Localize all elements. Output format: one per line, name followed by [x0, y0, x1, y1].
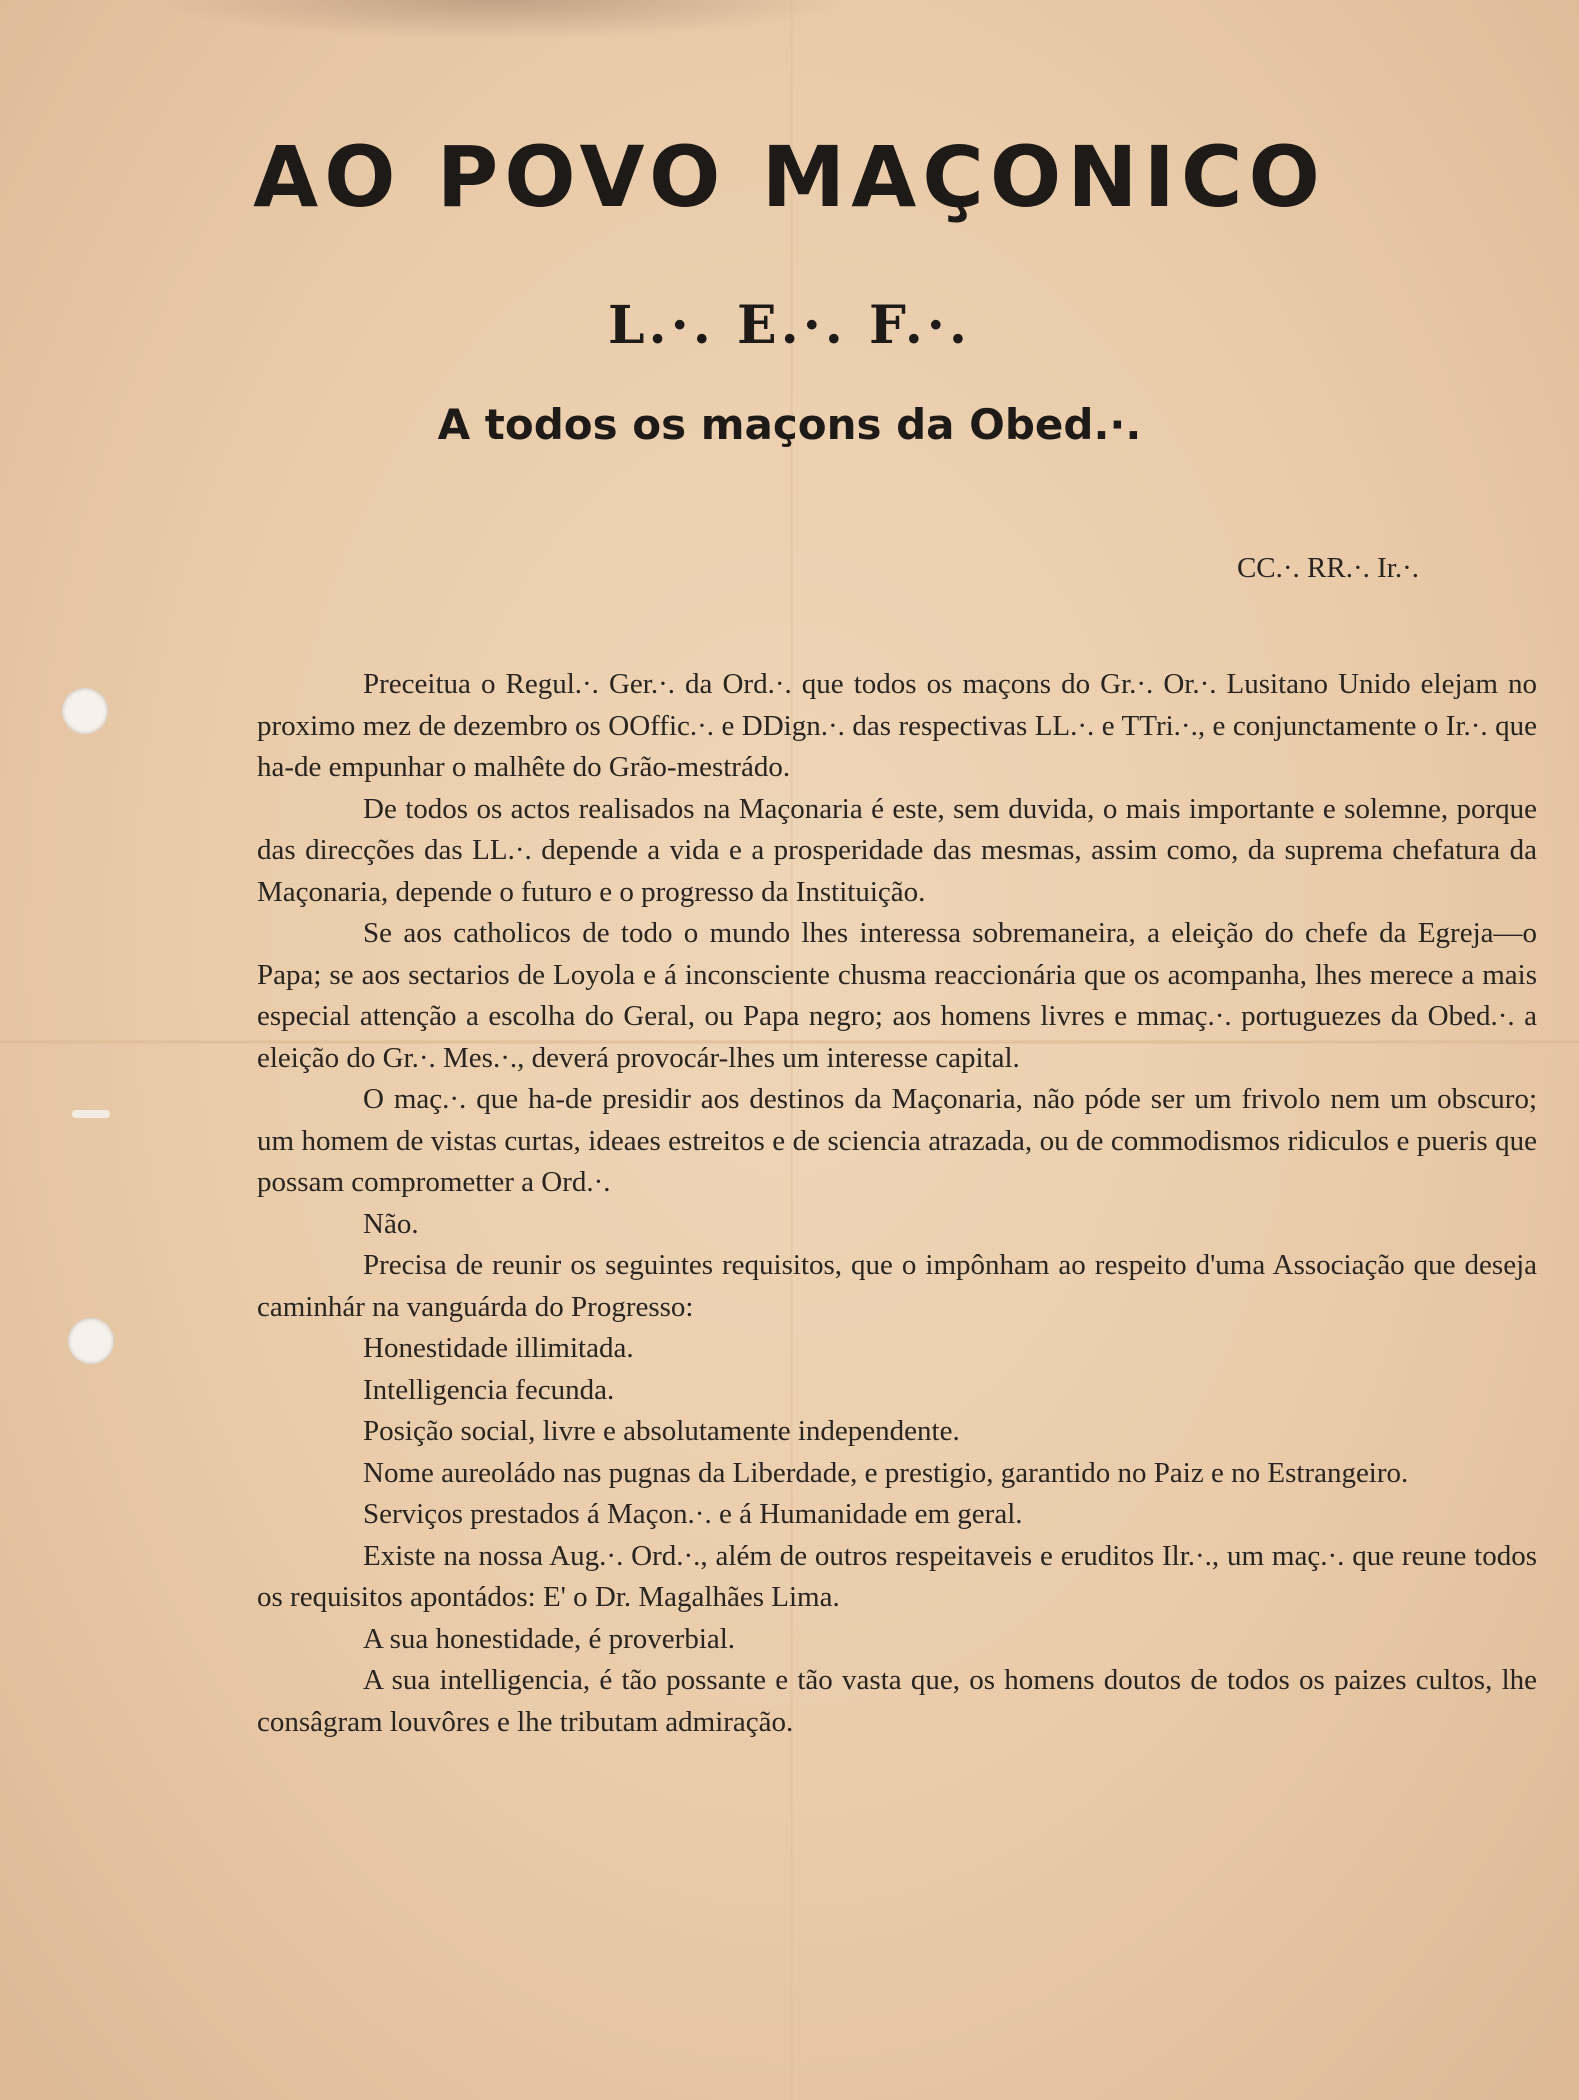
requirement-item: Intelligencia fecunda.	[363, 1373, 615, 1406]
body-text	[257, 664, 1537, 1743]
punch-hole-top	[62, 688, 108, 734]
requirement-item: Honestidade illimitada.	[363, 1332, 634, 1364]
paper-stain	[150, 0, 850, 40]
paragraph: O maç.·. que ha-de presidir aos destinos da Maçonaria, não póde ser um frivolo nem um obscuro; um homem de vistas curtas, ideaes estreitos e de sciencia atrazada, ou de commodismos ridiculos e pueris que possam comprometter a Ord.·.	[257, 1083, 1537, 1198]
paragraph: De todos os actos realisados na Maçonaria é este, sem duvida, o mais importante e solemne, porque das direcções das LL.·. depende a vida e a prosperidade das mesmas, assim como, da suprema chefatura da Maçonaria, depende o futuro e o progresso da Instituição.	[257, 792, 1537, 908]
requirement-item: Nome aureoládo nas pugnas da Liberdade, e prestigio, garantido no Paiz e no Estrangeiro.	[363, 1456, 1409, 1489]
paragraph: Existe na nossa Aug.·. Ord.·., além de outros respeitaveis e eruditos Ilr.·., um maç.·. que reune todos os requisitos apontádos: E' o Dr. Magalhães Lima.	[257, 1539, 1537, 1613]
paragraph: Não.	[363, 1207, 419, 1240]
salutation: CC.·. RR.·. Ir.·.	[1236, 552, 1419, 584]
paragraph: A sua intelligencia, é tão possante e tão vasta que, os homens doutos de todos os paizes cultos, lhe consâgram louvôres e lhe tributam admiração.	[257, 1664, 1537, 1738]
document-subtitle: L.·. E.·. F.·.	[607, 295, 972, 356]
requirement-item: Posição social, livre e absolutamente independente.	[363, 1415, 960, 1447]
punch-hole-bottom	[68, 1318, 114, 1364]
paragraph: Preceitua o Regul.·. Ger.·. da Ord.·. que todos os maçons do Gr.·. Or.·. Lusitano Unido elejam no proximo mez de dezembro os OOffic.·. e DDign.·. das respectivas LL.·. e TTri.·., e conjunctamente o Ir.·. que ha-de empunhar o malhête do Grão-mestrádo.	[257, 668, 1537, 783]
punch-notch	[72, 1110, 110, 1118]
paragraph: A sua honestidade, é proverbial.	[363, 1622, 736, 1655]
document-address: A todos os maçons da Obed.·.	[437, 400, 1142, 449]
requirement-item: Serviços prestados á Maçon.·. e á Humanidade em geral.	[363, 1498, 1023, 1530]
paragraph: Precisa de reunir os seguintes requisitos, que o impônham ao respeito d'uma Associação que deseja caminhár na vanguárda do Progresso:	[257, 1249, 1537, 1323]
document-title: AO POVO MAÇONICO	[253, 128, 1326, 226]
paragraph: Se aos catholicos de todo o mundo lhes interessa sobremaneira, a eleição do chefe da Egreja—o Papa; se aos sectarios de Loyola e á inconsciente chusma reaccionária que os acompanha, lhes merece a mais especial attenção a escolha do Geral, ou Papa negro; aos homens livres e mmaç.·. portuguezes da Obed.·. a eleição do Gr.·. Mes.·., deverá provocár-lhes um interesse capital.	[257, 917, 1537, 1074]
